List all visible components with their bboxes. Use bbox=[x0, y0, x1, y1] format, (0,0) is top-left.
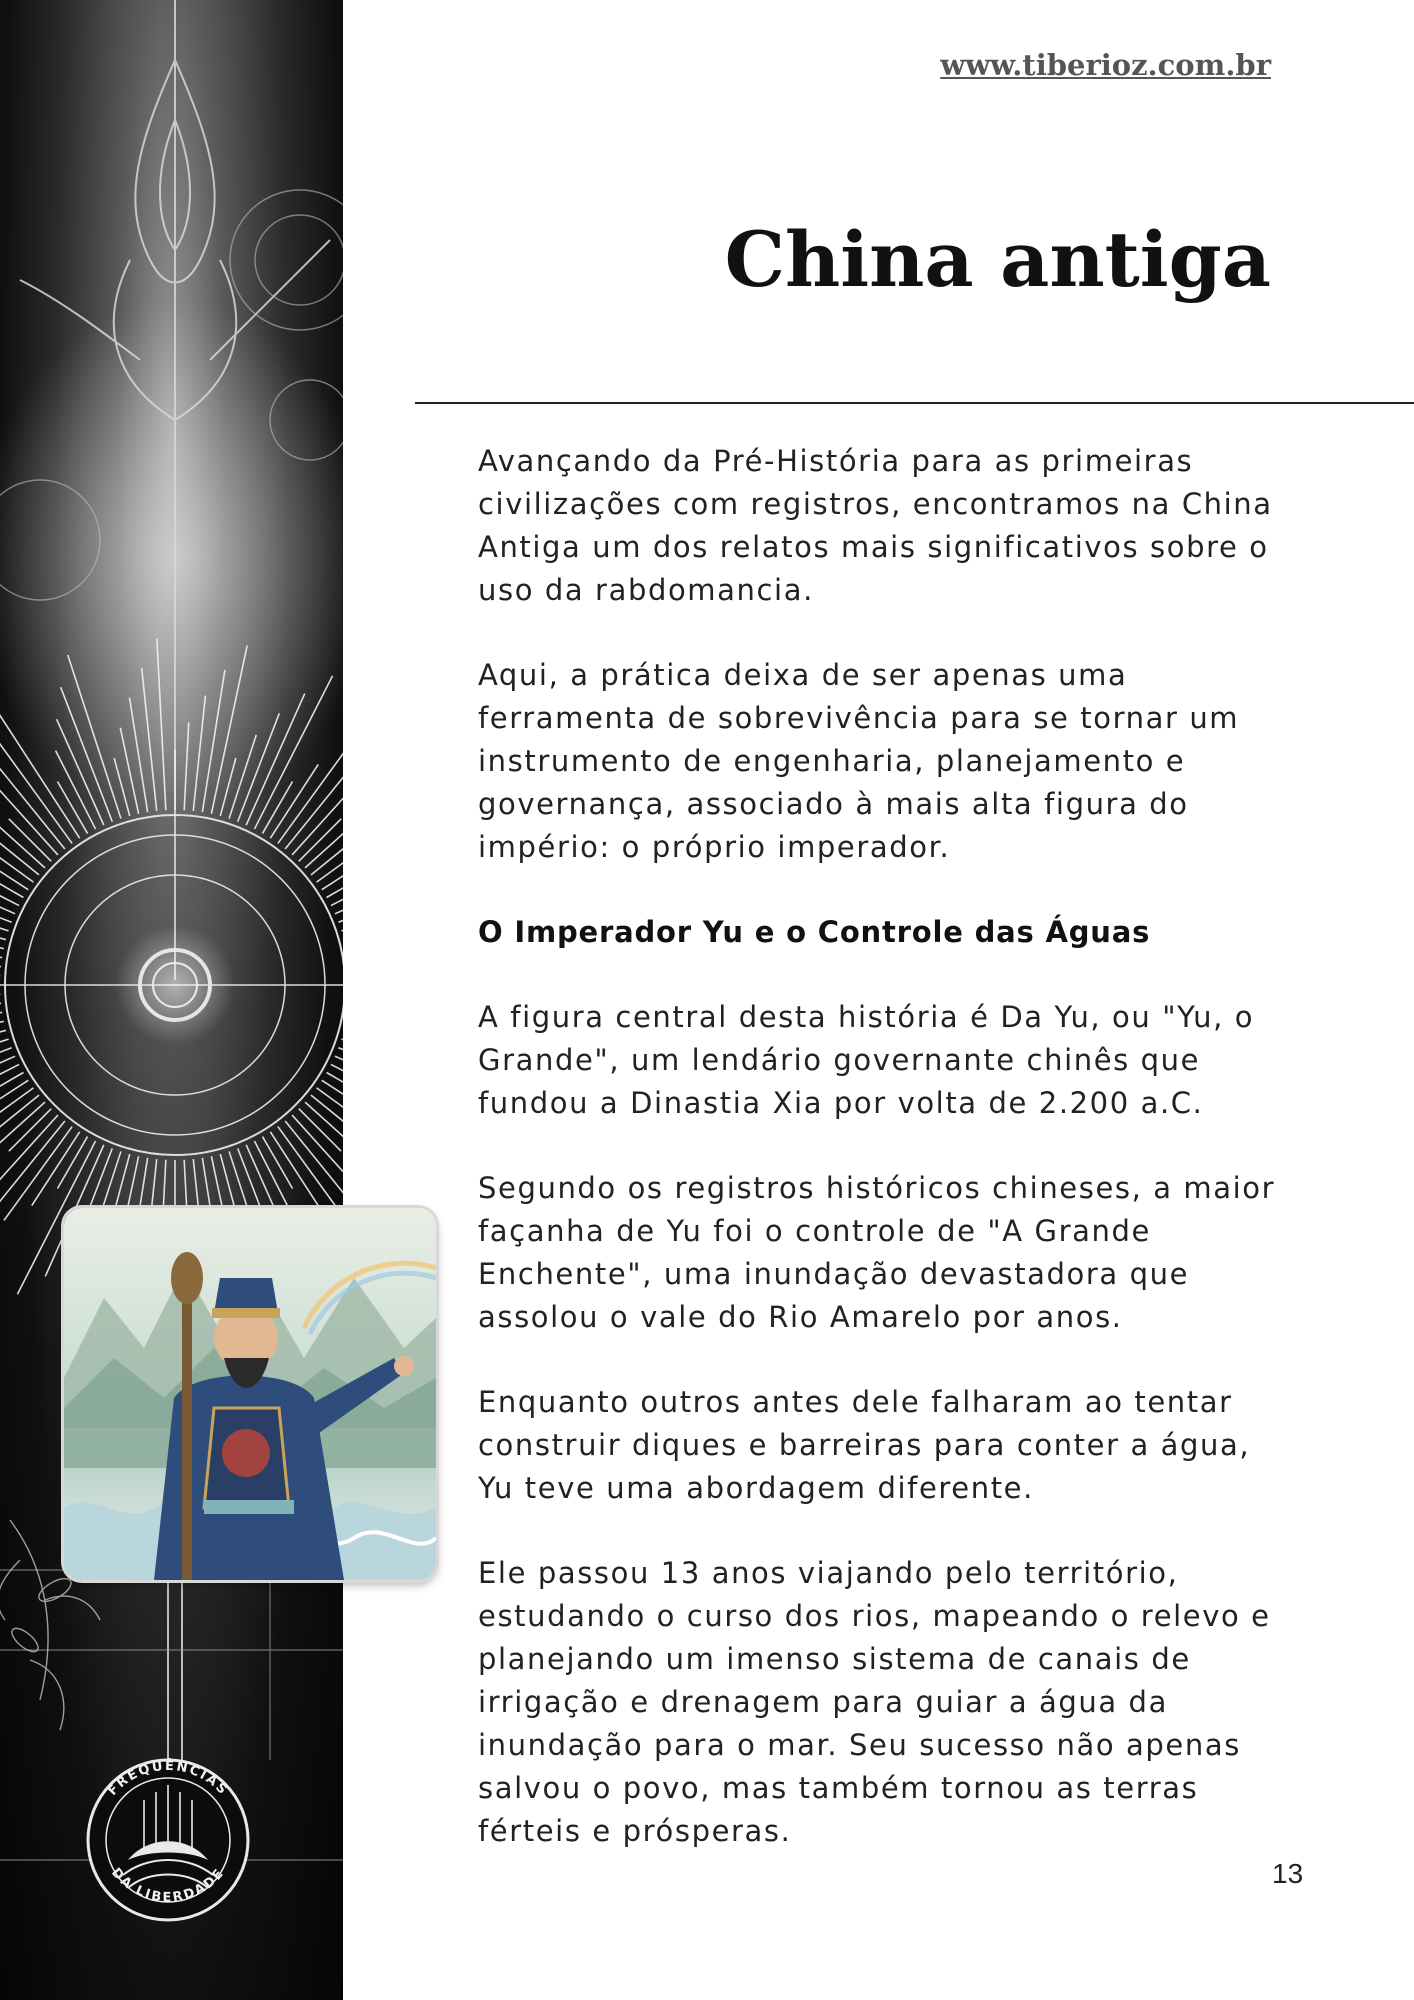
section-paragraph-4: Ele passou 13 anos viajando pelo território, estudando o curso dos rios, mapeando o relevo e planejando um imenso sistema de canais de irrigação e drenagem para guiar a água da inundação para o mar. Seu sucesso não apenas salvou o povo, mas também tornou as terras férteis e prósperas. bbox=[478, 1556, 1271, 1848]
article-body bbox=[478, 440, 1278, 1853]
emperor-yu-illustration bbox=[64, 1208, 436, 1580]
intro-paragraph-2: Aqui, a prática deixa de ser apenas uma ferramenta de sobrevivência para se tornar um instrumento de engenharia, planejamento e governança, associado à mais alta figura do império: o próprio imperador. bbox=[478, 658, 1240, 864]
svg-text:DA LIBERDADE bbox=[108, 1865, 228, 1905]
section-paragraph-1: A figura central desta história é Da Yu, ou "Yu, o Grande", um lendário governante chinês que fundou a Dinastia Xia por volta de 2.200 a.C. bbox=[478, 1000, 1255, 1120]
page-title: China antiga bbox=[724, 215, 1271, 304]
section-paragraph-2: Segundo os registros históricos chineses, a maior façanha de Yu foi o controle de "A Grande Enchente", uma inundação devastadora que assolou o vale do Rio Amarelo por anos. bbox=[478, 1171, 1276, 1334]
section-heading: O Imperador Yu e o Controle das Águas bbox=[478, 915, 1151, 949]
section-paragraph-3: Enquanto outros antes dele falharam ao tentar construir diques e barreiras para conter a água, Yu teve uma abordagem diferente. bbox=[478, 1385, 1251, 1505]
intro-paragraph-1: Avançando da Pré-História para as primeiras civilizações com registros, encontramos na China Antiga um dos relatos mais significativos sobre o uso da rabdomancia. bbox=[478, 444, 1273, 607]
svg-text:FREQUÊNCIAS bbox=[105, 1758, 231, 1799]
page-number: 13 bbox=[1272, 1858, 1304, 1889]
title-divider bbox=[415, 402, 1414, 404]
decorative-sidebar bbox=[0, 0, 343, 2000]
logo-text-top: FREQUÊNCIAS bbox=[105, 1758, 231, 1799]
website-url[interactable]: www.tiberioz.com.br bbox=[940, 48, 1271, 82]
logo-text-bottom: DA LIBERDADE bbox=[108, 1865, 228, 1906]
